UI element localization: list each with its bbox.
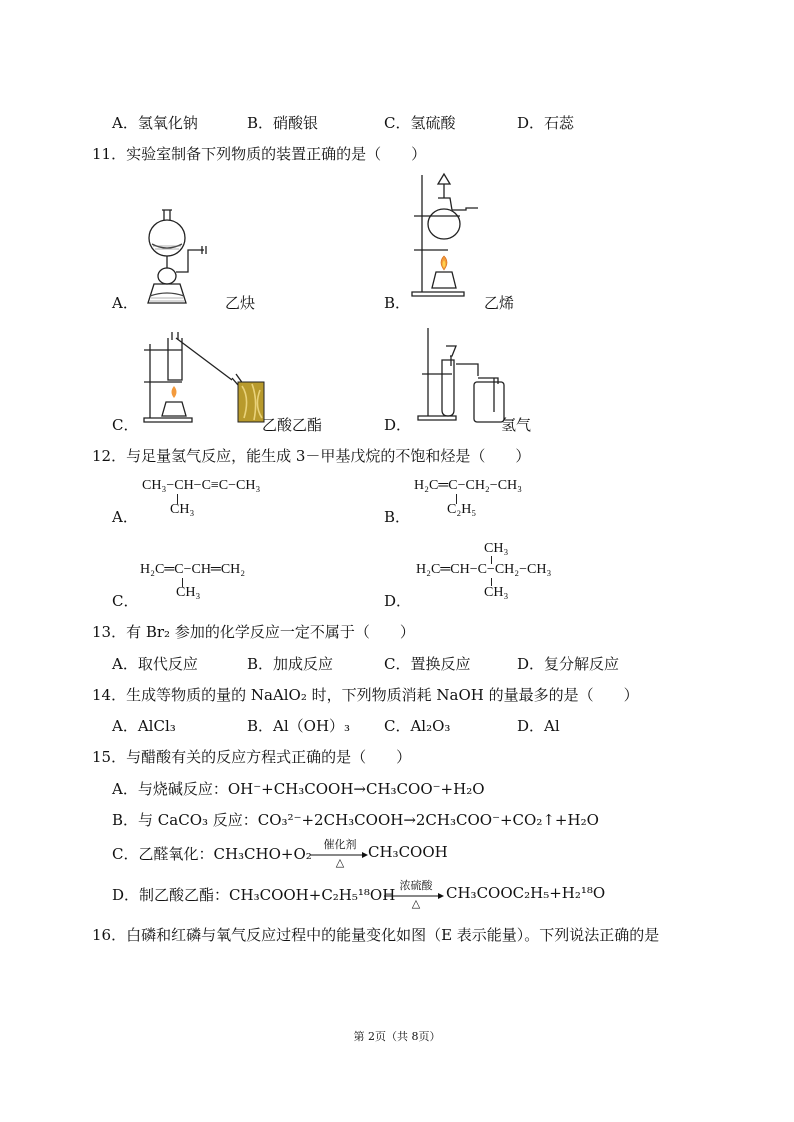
q11-stem: 11．实验室制备下列物质的装置正确的是（ ）	[92, 145, 427, 163]
q13-stem: 13．有 Br₂ 参加的化学反应一定不属于（ ）	[92, 623, 415, 641]
q13-option-d: D．复分解反应	[517, 655, 620, 673]
q15-d-heat: △	[411, 897, 421, 910]
q12-c-formula: H₂C═C−CH═CH₂	[140, 562, 246, 577]
q10-option-d: D．石蕊	[517, 114, 575, 132]
q11-apparatus-a-figure	[140, 208, 230, 308]
q15-option-d-left: D．制乙酸乙酯：CH₃COOH+C₂H₅¹⁸OH	[112, 886, 396, 904]
q12-d-bottom: CH₃	[484, 585, 509, 600]
q12-a-branch: CH₃	[170, 502, 195, 517]
q12-a-formula: CH₃−CH−C≡C−CH₃	[142, 478, 261, 493]
page-footer: 第 2页（共 8页）	[353, 1030, 441, 1043]
q15-c-heat: △	[335, 856, 345, 869]
q13-option-c: C．置换反应	[384, 655, 471, 673]
q11-apparatus-c-figure	[142, 320, 277, 425]
q11-b-label: 乙烯	[484, 294, 515, 312]
q15-d-condition: 浓硫酸	[399, 879, 433, 892]
q12-b-letter: B．	[384, 508, 411, 526]
q12-d-letter: D．	[384, 592, 412, 610]
q12-d-formula: H₂C═CH−C−CH₂−CH₃	[416, 562, 552, 577]
q14-option-c: C．Al₂O₃	[384, 717, 451, 735]
q16-stem: 16．白磷和红磷与氧气反应过程中的能量变化如图（E 表示能量）。下列说法正确的是	[92, 926, 660, 944]
q11-d-letter: D．	[384, 416, 412, 434]
q15-option-c-left: C．乙醛氧化：CH₃CHO+O₂	[112, 845, 312, 863]
q13-option-b: B．加成反应	[247, 655, 334, 673]
q12-c-branch: CH₃	[176, 585, 201, 600]
q15-c-condition: 催化剂	[323, 838, 357, 851]
q11-a-label: 乙炔	[225, 294, 256, 312]
q11-apparatus-b-figure	[408, 170, 488, 300]
q10-option-b: B．硝酸银	[247, 114, 319, 132]
q13-option-a: A．取代反应	[112, 655, 198, 673]
q14-option-b: B．Al（OH）₃	[247, 717, 351, 735]
q11-d-label: 氢气	[501, 416, 532, 434]
q10-option-c: C．氢硫酸	[384, 114, 456, 132]
q11-c-letter: C．	[112, 416, 139, 434]
q12-b-formula: H₂C═C−CH₂−CH₃	[414, 478, 523, 493]
q11-c-label: 乙酸乙酯	[262, 416, 323, 434]
q12-stem: 12．与足量氢气反应，能生成 3－甲基戊烷的不饱和烃是（ ）	[92, 447, 531, 465]
q11-b-letter: B．	[384, 294, 411, 312]
q11-apparatus-d-figure	[412, 326, 522, 426]
q14-option-a: A．AlCl₃	[112, 717, 176, 735]
q15-option-c-right: CH₃COOH	[368, 843, 448, 861]
q15-option-d-right: CH₃COOC₂H₅+H₂¹⁸O	[446, 884, 606, 902]
q14-stem: 14．生成等物质的量的 NaAlO₂ 时，下列物质消耗 NaOH 的量最多的是（ ）	[92, 686, 639, 704]
q15-option-a: A．与烧碱反应：OH⁻+CH₃COOH→CH₃COO⁻+H₂O	[112, 780, 485, 798]
q12-a-letter: A．	[112, 508, 138, 526]
q15-stem: 15．与醋酸有关的反应方程式正确的是（ ）	[92, 748, 412, 766]
q15-option-b: B．与 CaCO₃ 反应：CO₃²⁻+2CH₃COOH→2CH₃COO⁻+CO₂↑+H₂O	[112, 811, 599, 829]
q12-d-top: CH₃	[484, 541, 509, 556]
q11-a-letter: A．	[112, 294, 138, 312]
q12-b-branch: C₂H₅	[447, 502, 477, 517]
q14-option-d: D．Al	[517, 717, 560, 735]
q12-c-letter: C．	[112, 592, 139, 610]
q10-option-a: A．氢氧化钠	[112, 114, 198, 132]
